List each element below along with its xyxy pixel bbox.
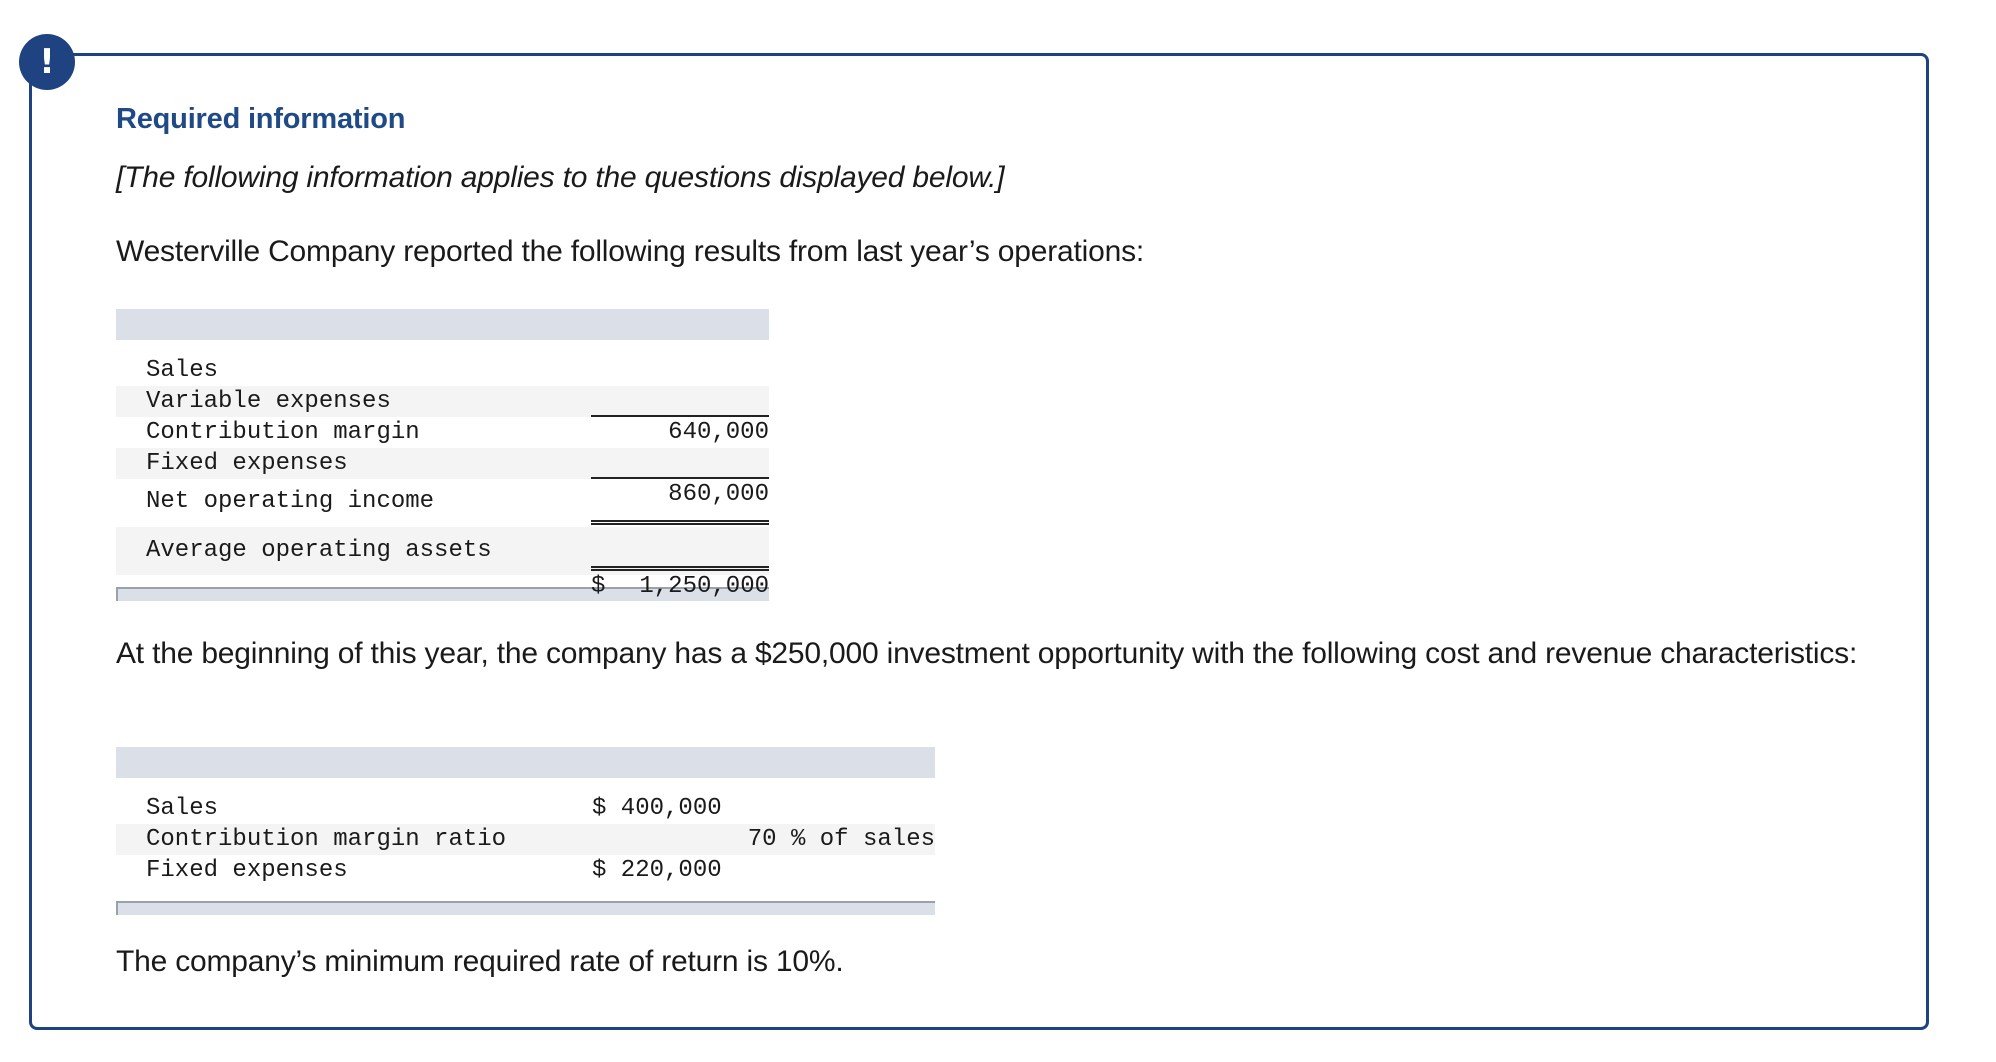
row-value: $ 400,000 [592, 795, 722, 822]
info-note: [The following information applies to the questions displayed below.] [116, 161, 1005, 194]
required-info-title: Required information [116, 103, 406, 135]
min-return-text: The company’s minimum required rate of return is 10%. [116, 945, 844, 978]
table-header [116, 309, 769, 340]
row-value: $ 1,250,000 [591, 527, 769, 571]
table-row [116, 355, 769, 386]
table-row [116, 793, 935, 824]
row-label: Net operating income [146, 488, 435, 515]
row-label: Fixed expenses [146, 857, 348, 884]
row-label: Average operating assets [146, 537, 492, 564]
row-label: Sales [146, 357, 219, 384]
table-row [116, 417, 769, 448]
table-row [116, 824, 935, 855]
row-value: 860,000 [591, 448, 769, 479]
row-value [591, 355, 769, 386]
intro-text: Westerville Company reported the following results from last year’s operations: [116, 235, 1145, 268]
table-footer [116, 901, 935, 915]
row-label: Sales [146, 795, 219, 822]
row-value [591, 417, 769, 448]
table-row [116, 855, 935, 886]
row-label: Fixed expenses [146, 450, 348, 477]
row-value: 640,000 [591, 386, 769, 417]
results-table [116, 309, 769, 601]
row-value [591, 479, 769, 525]
row-label: Variable expenses [146, 388, 391, 415]
table-row [116, 527, 769, 600]
row-label: Contribution margin [146, 419, 420, 446]
table-row [116, 479, 769, 527]
table-header [116, 747, 935, 778]
row-label: Contribution margin ratio [146, 826, 507, 853]
investment-text: At the beginning of this year, the company has a $250,000 investment opportunity with the following cost and revenue characteristics: [116, 637, 1858, 670]
investment-table [116, 747, 935, 915]
row-value: 70 % of sales [747, 826, 935, 853]
alert-icon: ! [19, 34, 75, 90]
row-value: $ 220,000 [592, 857, 722, 884]
